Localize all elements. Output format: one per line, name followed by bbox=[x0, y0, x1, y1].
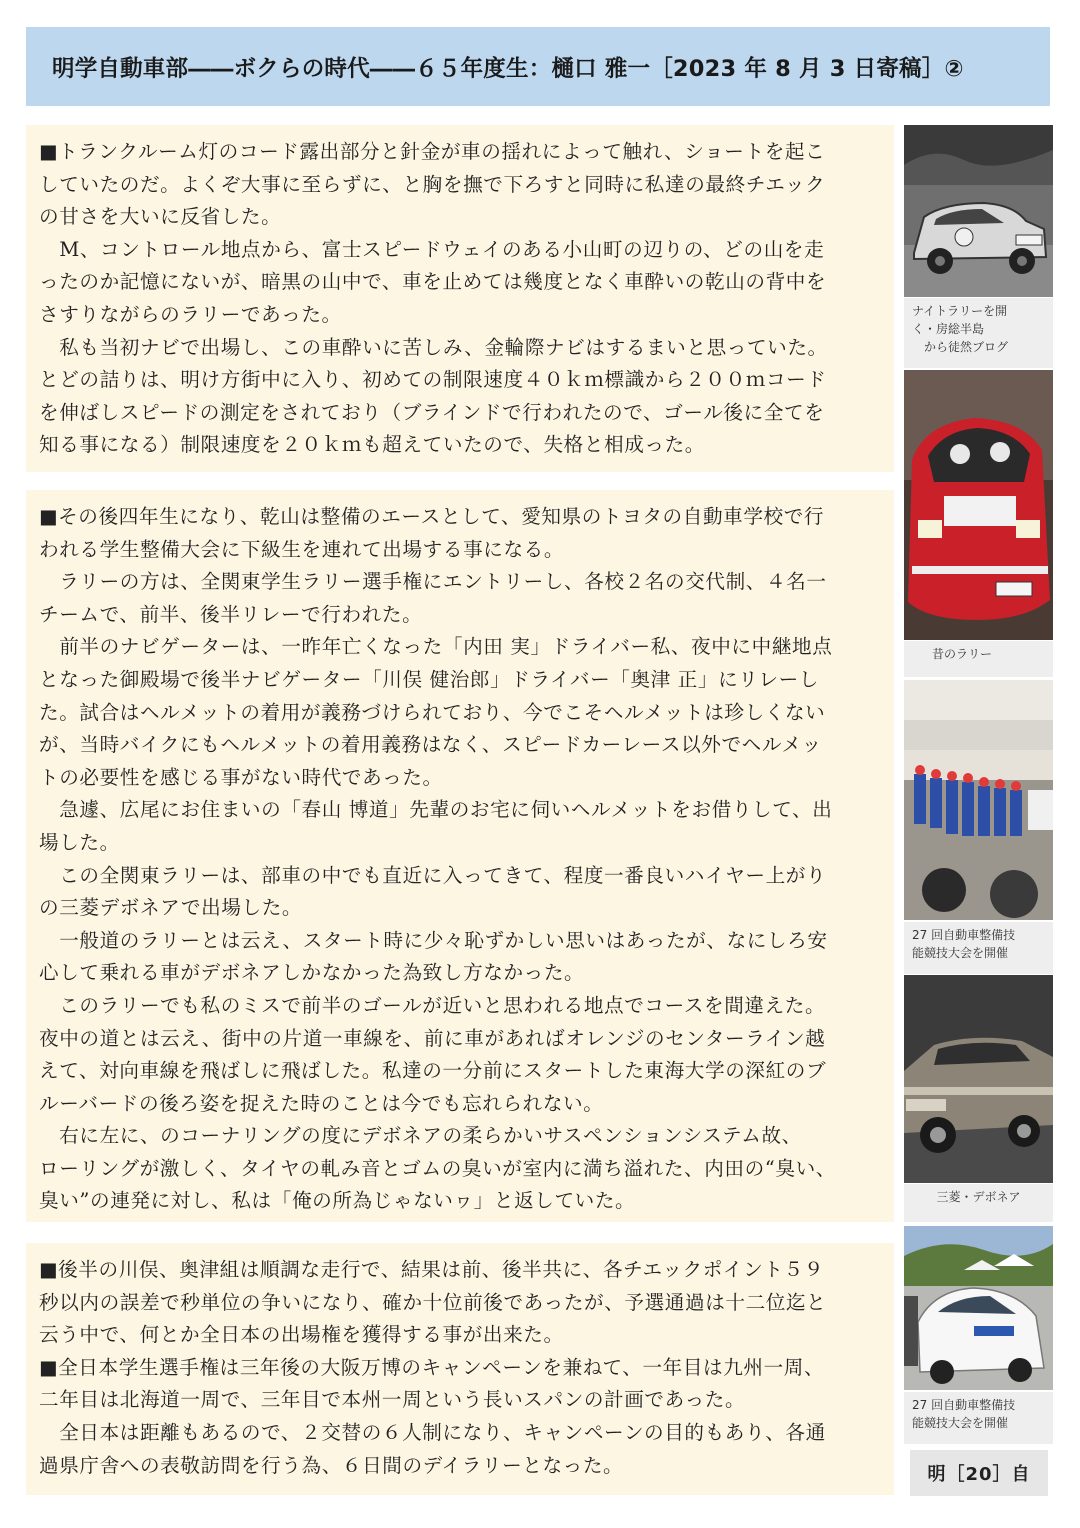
text-line: 一般道のラリーとは云え、スタート時に少々恥ずかしい思いはあったが、なにしろ安 bbox=[39, 928, 828, 952]
caption-line: 27 回自動車整備技 bbox=[912, 928, 1016, 942]
text-line: 秒以内の誤差で秒単位の争いになり、確か十位前後であったが、予選通過は十二位迄と bbox=[39, 1290, 827, 1314]
text-line: ■後半の川俣、奥津組は順調な走行で、結果は前、後半共に、各チエックポイント５９ bbox=[39, 1258, 824, 1281]
photo-night-rally bbox=[904, 125, 1053, 297]
photo-debonair bbox=[904, 975, 1053, 1183]
text-line: ■その後四年生になり、乾山は整備のエースとして、愛知県のトヨタの自動車学校で行 bbox=[39, 505, 825, 528]
text-line: が、当時バイクにもヘルメットの着用義務はなく、スピードカーレース以外でヘルメッ bbox=[39, 733, 822, 757]
white-competition-car-image bbox=[904, 1226, 1053, 1390]
text-section-1 bbox=[26, 125, 894, 472]
caption-line: 27 回自動車整備技 bbox=[912, 1398, 1016, 1412]
caption-line: ナイトラリーを開 bbox=[912, 304, 1008, 318]
maintenance-team-image bbox=[904, 680, 1053, 920]
red-rally-car-image bbox=[904, 370, 1053, 640]
text-line: とどの詰りは、明け方街中に入り、初めての制限速度４０ｋｍ標識から２００ｍコード bbox=[39, 368, 827, 392]
photo-caption-3 bbox=[904, 922, 1053, 974]
text-line: 云う中で、何とか全日本の出場権を獲得する事が出来た。 bbox=[39, 1323, 564, 1347]
text-line: 右に左に、のコーナリングの度にデボネアの柔らかいサスペンションシステム故、 bbox=[39, 1124, 802, 1148]
text-line: 全日本は距離もあるので、２交替の６人制になり、キャンペーンの目的もあり、各通 bbox=[39, 1420, 826, 1444]
text-line: 知る事になる）制限速度を２０ｋｍも超えていたので、失格と相成った。 bbox=[39, 433, 706, 457]
photo-maintenance-contest-1 bbox=[904, 680, 1053, 920]
text-line: を伸ばしスピードの測定をされており（ブラインドで行われたので、ゴール後に全てを bbox=[39, 400, 825, 424]
text-line: となった御殿場で後半ナビゲーター「川俣 健治郎」ドライバー「奥津 正」にリレーし bbox=[39, 667, 820, 691]
text-line: トの必要性を感じる事がない時代であった。 bbox=[39, 765, 443, 789]
text-line: していたのだ。よくぞ大事に至らずに、と胸を撫で下ろすと同時に私達の最終チエック bbox=[39, 172, 826, 196]
text-section-2 bbox=[26, 490, 894, 1222]
caption-line: 能競技大会を開催 bbox=[912, 946, 1009, 960]
caption-line: 能競技大会を開催 bbox=[912, 1416, 1009, 1430]
photo-caption-4 bbox=[904, 1184, 1053, 1222]
photo-old-rally bbox=[904, 370, 1053, 640]
photo-caption-5 bbox=[904, 1392, 1053, 1444]
caption-line: く・房総半島 bbox=[912, 322, 985, 336]
text-line: ■トランクルーム灯のコード露出部分と針金が車の揺れによって触れ、ショートを起こ bbox=[39, 140, 826, 163]
text-line: 夜中の道とは云え、街中の片道一車線を、前に車があればオレンジのセンターライン越 bbox=[39, 1026, 826, 1050]
page-title: 明学自動車部――ボクらの時代――６５年度生：樋口 雅一［2023 年 8 月 3 日寄稿］② bbox=[52, 55, 964, 82]
text-line: 二年目は北海道一周で、三年目で本州一周という長いスパンの計画であった。 bbox=[39, 1388, 746, 1412]
text-line: この全関東ラリーは、部車の中でも直近に入ってきて、程度一番良いハイヤー上がり bbox=[39, 863, 827, 887]
text-line: 私も当初ナビで出場し、この車酔いに苦しみ、金輪際ナビはするまいと思っていた。 bbox=[39, 335, 828, 359]
text-line: ラリーの方は、全関東学生ラリー選手権にエントリーし、各校２名の交代制、４名一 bbox=[39, 570, 827, 594]
text-line: チームで、前半、後半リレーで行われた。 bbox=[39, 602, 423, 626]
text-line: このラリーでも私のミスで前半のゴールが近いと思われる地点でコースを間違えた。 bbox=[39, 993, 826, 1017]
text-line: M、コントロール地点から、富士スピードウェイのある小山町の辺りの、どの山を走 bbox=[39, 237, 825, 261]
text-line: の甘さを大いに反省した。 bbox=[39, 205, 282, 229]
text-line: 急遽、広尾にお住まいの「春山 博道」先輩のお宅に伺いヘルメットをお借りして、出 bbox=[39, 798, 833, 822]
text-line: さすりながらのラリーであった。 bbox=[39, 302, 342, 326]
photo-maintenance-contest-2 bbox=[904, 1226, 1053, 1390]
text-line: ローリングが激しく、タイヤの軋み音とゴムの臭いが室内に満ち溢れた、内田の“臭い、 bbox=[39, 1156, 836, 1180]
text-line: ■全日本学生選手権は三年後の大阪万博のキャンペーンを兼ねて、一年目は九州一周、 bbox=[39, 1355, 825, 1379]
caption-line: 昔のラリー bbox=[932, 647, 993, 661]
rally-car-bw-image bbox=[904, 125, 1053, 297]
text-line: 心して乗れる車がデボネアしかなかった為致し方なかった。 bbox=[39, 961, 585, 985]
text-line: 前半のナビゲーターは、一昨年亡くなった「内田 実」ドライバー私、夜中に中継地点 bbox=[39, 635, 833, 659]
mitsubishi-debonair-image bbox=[904, 975, 1053, 1183]
text-line: 過県庁舎への表敬訪問を行う為、６日間のデイラリーとなった。 bbox=[39, 1453, 624, 1477]
text-line: 場した。 bbox=[39, 830, 120, 854]
text-line: われる学生整備大会に下級生を連れて出場する事になる。 bbox=[39, 537, 565, 561]
caption-line: 三菱・デボネア bbox=[936, 1190, 1021, 1204]
text-line: ったのか記憶にないが、暗黒の山中で、車を止めては幾度となく車酔いの乾山の背中を bbox=[39, 270, 827, 294]
text-line: た。試合はヘルメットの着用が義務づけられており、今でこそヘルメットは珍しくない bbox=[39, 700, 826, 724]
photo-caption-1 bbox=[904, 298, 1053, 368]
text-line: ルーバードの後ろ姿を捉えた時のことは今でも忘れられない。 bbox=[39, 1091, 604, 1115]
text-line: の三菱デボネアで出場した。 bbox=[39, 896, 303, 920]
page-number: 明［20］自 bbox=[910, 1450, 1048, 1496]
caption-line: から徒然ブログ bbox=[924, 340, 1009, 354]
text-line: えて、対向車線を飛ばしに飛ばした。私達の一分前にスタートした東海大学の深紅のブ bbox=[39, 1059, 827, 1083]
header-bar bbox=[26, 27, 1050, 106]
photo-caption-2 bbox=[904, 641, 1053, 677]
text-section-3 bbox=[26, 1243, 894, 1495]
text-line: 臭い”の連発に対し、私は「俺の所為じゃないヮ」と返していた。 bbox=[39, 1189, 636, 1213]
